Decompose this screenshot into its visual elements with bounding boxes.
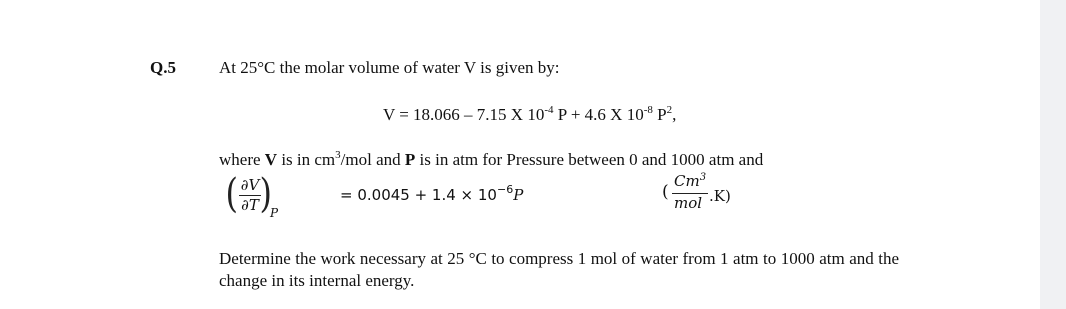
derivative-subscript: P (270, 206, 279, 220)
partial-derivative (222, 172, 312, 224)
conditions-V: V (264, 150, 278, 169)
derivative-right-paren: ) (259, 171, 273, 217)
derivative-numerator: ∂V (240, 176, 260, 194)
equation-exponent-2: -8 (643, 104, 653, 116)
equation-mid-2: P (652, 105, 667, 124)
unit-numerator-exponent: 3 (699, 172, 707, 183)
unit-numerator-text: Cm (674, 172, 700, 190)
derivative-left-paren: ( (225, 171, 239, 217)
molar-volume-equation (383, 105, 676, 125)
conditions-rest: is in atm for Pressure between 0 and 1000 atm and (415, 150, 764, 169)
unit-open-paren: ( (662, 182, 669, 202)
unit-numerator (674, 172, 706, 190)
units-conditions (219, 150, 763, 170)
unit-tail: .K) (709, 187, 731, 205)
rhs-variable: P (513, 186, 524, 204)
conditions-per-mol: /mol and (340, 150, 405, 169)
question-intro: At 25°C the molar volume of water V is given by: (219, 58, 560, 77)
derivative-unit (656, 172, 756, 222)
unit-denominator: mol (674, 194, 703, 212)
conditions-is-in: is in cm (277, 150, 336, 169)
task-paragraph: Determine the work necessary at 25 °C to compress 1 mol of water from 1 atm to 1000 atm and the change in its internal energy. (219, 249, 899, 290)
conditions-P: P (404, 150, 416, 169)
conditions-cube: 3 (335, 149, 341, 161)
equation-exponent-3: 2 (666, 104, 673, 116)
question-number: Q.5 (150, 58, 176, 77)
derivative-denominator: ∂T (241, 196, 259, 214)
equation-lhs: V = 18.066 – 7.15 X 10 (383, 105, 545, 124)
equation-exponent-1: -4 (544, 104, 554, 116)
conditions-where: where (219, 150, 265, 169)
rhs-exponent: −6 (496, 183, 514, 196)
equation-end: , (672, 105, 677, 124)
rhs-text: = 0.0045 + 1.4 × 10 (340, 186, 497, 204)
derivative-rhs (340, 183, 524, 204)
equation-mid-1: P + 4.6 X 10 (553, 105, 644, 124)
